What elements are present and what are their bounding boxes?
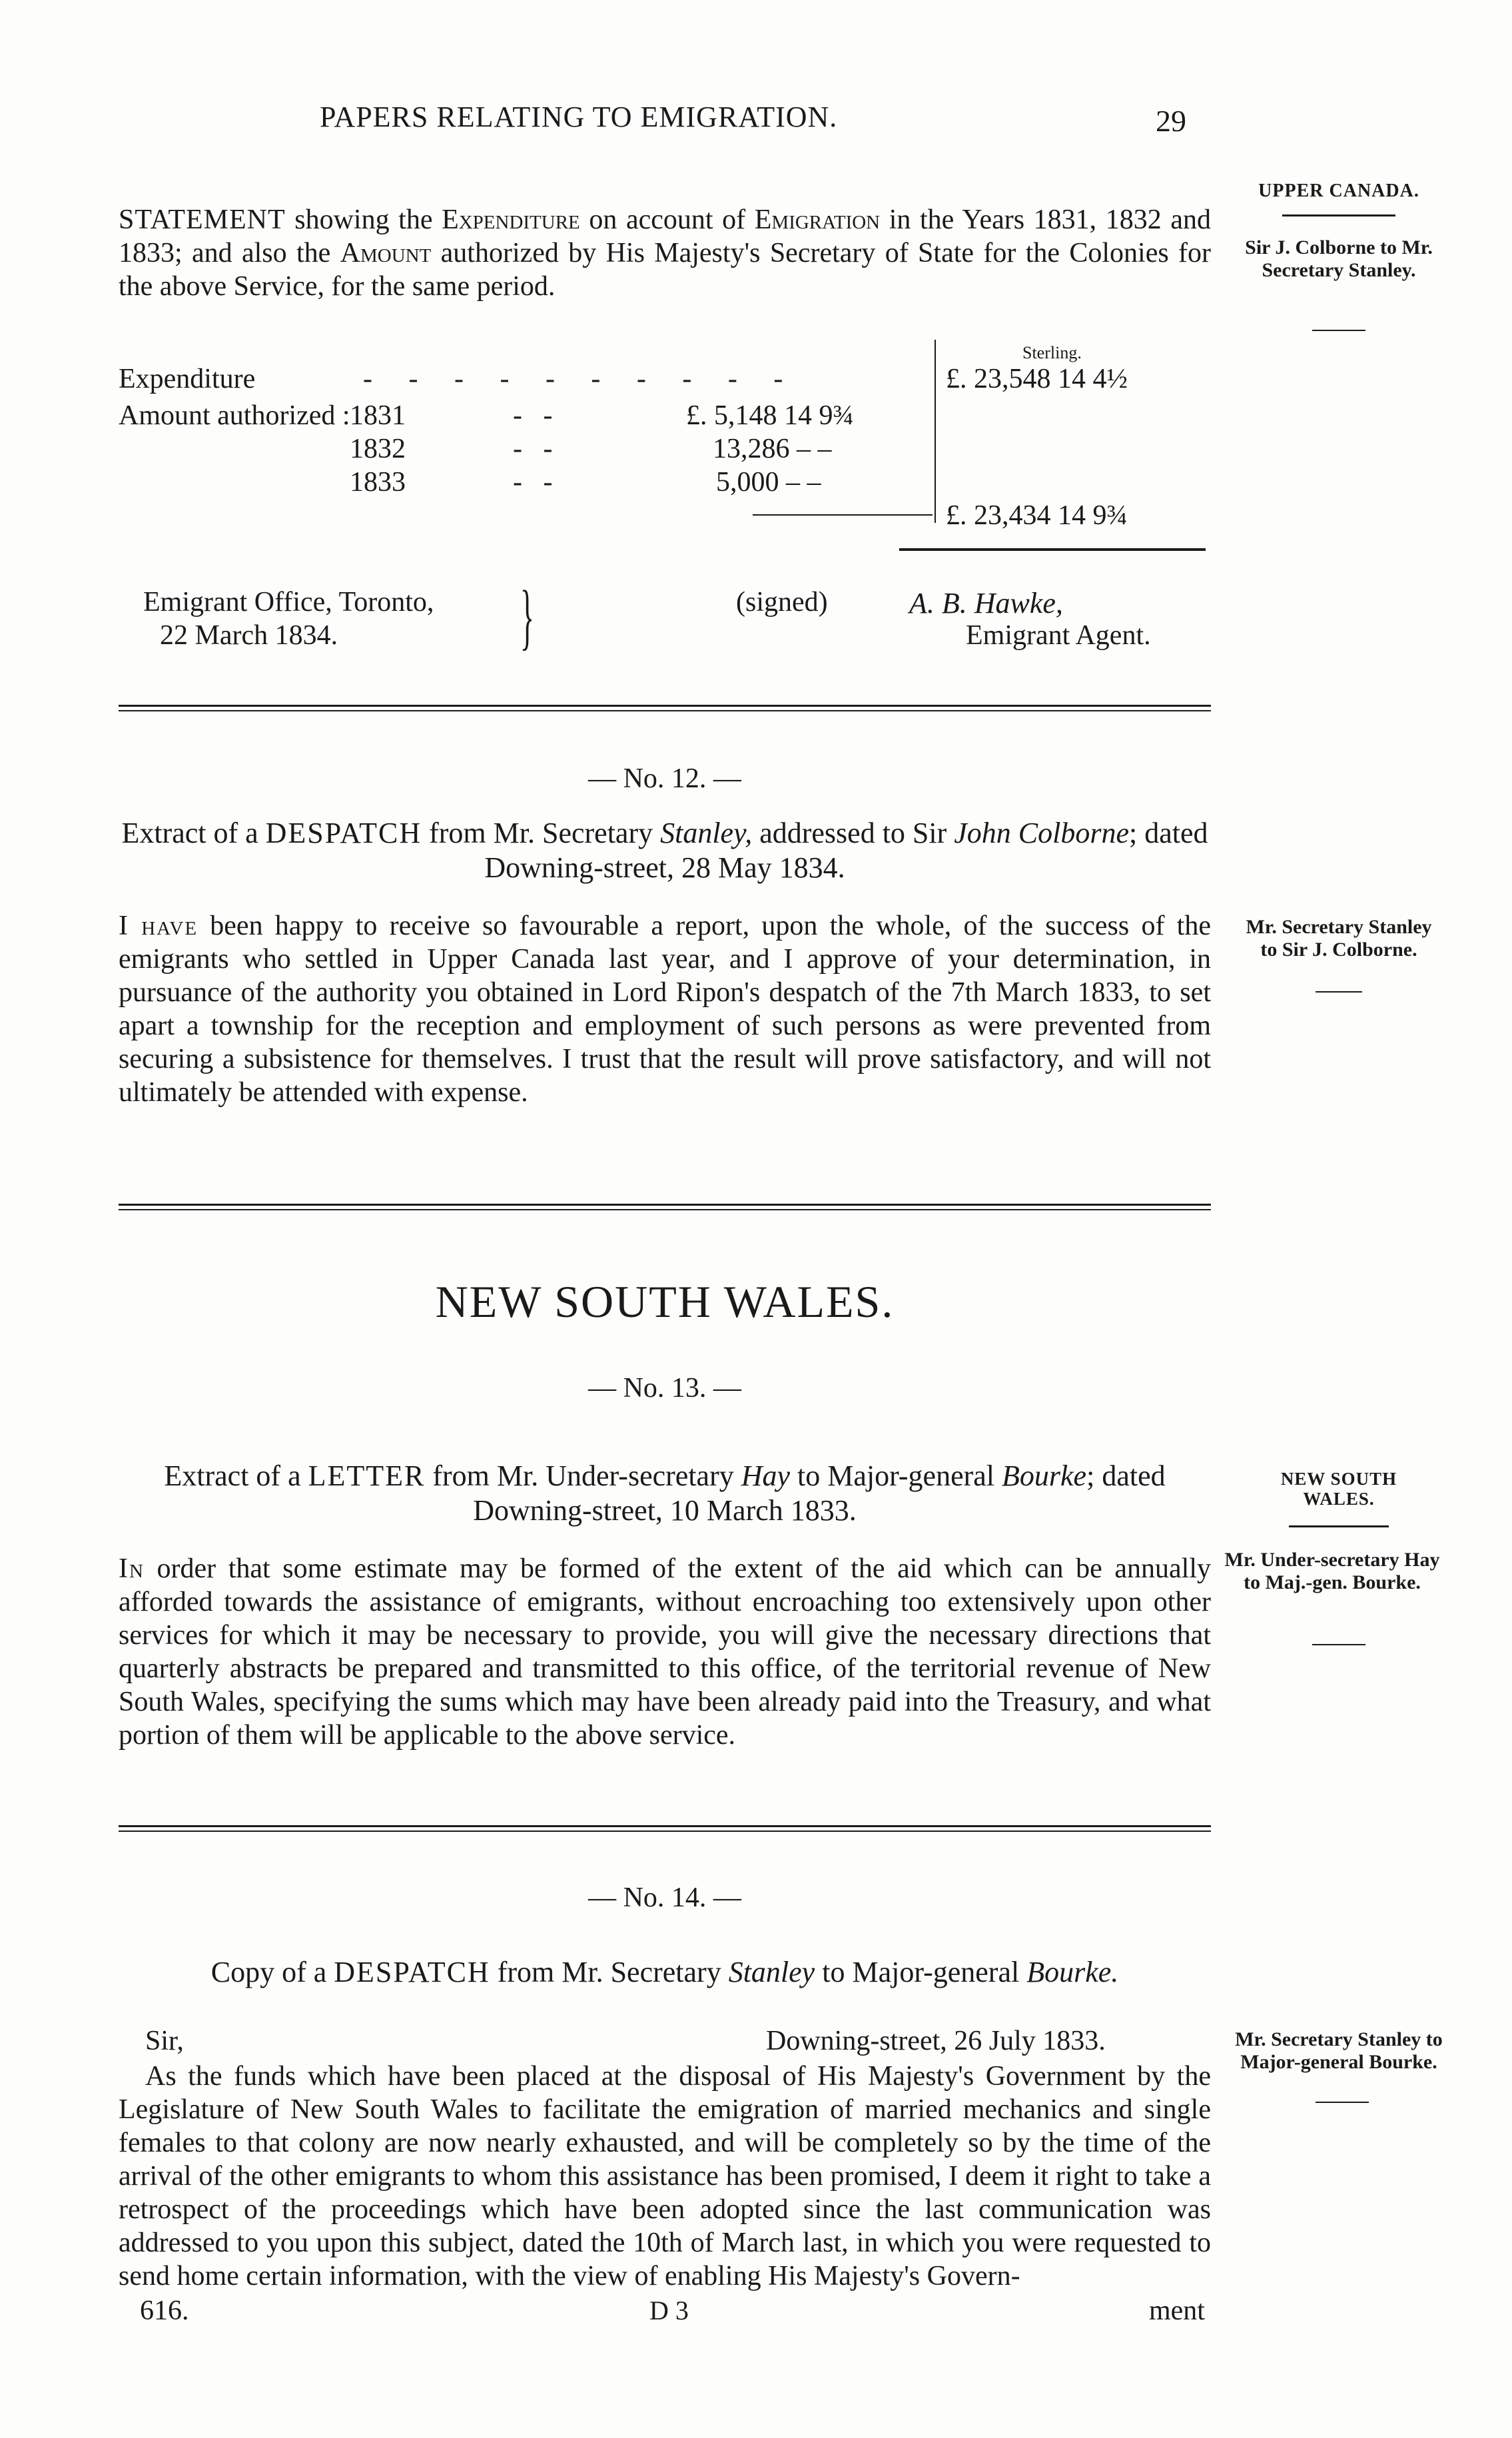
expenditure-value: £. 23,548 14 4½ xyxy=(946,364,1128,394)
no13-body xyxy=(119,1552,1211,1752)
extract-text: ; dated Downing-street, 28 May 1834. xyxy=(484,817,1208,884)
row-year: 1832 xyxy=(350,434,406,464)
margin-note-stanley-to-colborne: Mr. Secretary Stanley to Sir J. Colborne. xyxy=(1246,916,1432,961)
authorized-label: Amount authorized : xyxy=(119,400,350,431)
sterling-label: Sterling. xyxy=(1022,343,1082,362)
row-year: 1833 xyxy=(350,467,406,498)
statement-sc: Amount xyxy=(340,238,432,268)
no14-heading: — No. 14. — xyxy=(588,1882,741,1913)
margin-rule xyxy=(1316,2102,1369,2103)
margin-upper-canada: UPPER CANADA. xyxy=(1258,181,1419,201)
copy-text: to Major-general xyxy=(815,1956,1027,1988)
page-number: 29 xyxy=(1156,104,1186,138)
row-dashes: - - xyxy=(513,434,553,464)
statement-lead: STATEMENT xyxy=(119,204,286,235)
signed-label: (signed) xyxy=(736,587,828,617)
section-rule xyxy=(119,1209,1211,1210)
row-value: 5,000 – – xyxy=(716,467,821,498)
signature-date: 22 March 1834. xyxy=(160,620,338,651)
margin-note-stanley-to-bourke: Mr. Secretary Stanley to Major-general Bourke. xyxy=(1235,2028,1443,2073)
paragraph-text: As the funds which have been placed at the disposal of His Majesty's Government by the Legislature of New South Wales to facilitate the emigration of married mechanics and single females to that colony are now nearly exhausted, and will be completely so by the time of the arrival of the other emigrants to whom this assistance has been promised, I deem it right to take a retrospect of the proceedings which have been adopted since the last communication was addressed to you upon this subject, dated the 10th of March last, in which you were requested to send home certain information, with the view of enabling His Majesty's Govern- xyxy=(119,2061,1211,2291)
statement-text: in the Years 1831, 1832 and 1833; and also the xyxy=(119,204,1211,268)
extract-name: Bourke xyxy=(1002,1459,1087,1492)
signer-title: Emigrant Agent. xyxy=(966,620,1151,651)
statement-intro xyxy=(119,203,1211,303)
margin-note-colborne-to-stanley: Sir J. Colborne to Mr. Secretary Stanley. xyxy=(1245,236,1433,281)
extract-name: John Colborne xyxy=(954,817,1130,849)
section-title: NEW SOUTH WALES. xyxy=(435,1276,895,1327)
statement-text: authorized by His Majesty's Secretary of State for the Colonies for the above Service, for the same period. xyxy=(119,238,1211,302)
no13-heading: — No. 13. — xyxy=(588,1373,741,1404)
statement-sc: Emigration xyxy=(754,204,881,235)
extract-text: to Major-general xyxy=(790,1459,1002,1492)
column-divider xyxy=(935,340,936,523)
brace: } xyxy=(520,576,534,657)
statement-text: showing the xyxy=(285,204,442,235)
statement-text: on account of xyxy=(579,204,755,235)
dropcap: I xyxy=(119,911,128,941)
section-rule xyxy=(119,1204,1211,1206)
extract-name: Stanley, xyxy=(660,817,753,849)
extract-text: Extract of a xyxy=(164,1459,308,1492)
dropcap: In xyxy=(119,1553,145,1584)
section-rule xyxy=(119,1825,1211,1827)
signature-place: Emigrant Office, Toronto, xyxy=(143,587,434,617)
extract-text: from Mr. Under-secretary xyxy=(425,1459,741,1492)
margin-rule xyxy=(1312,1644,1365,1645)
paragraph-text: order that some estimate may be formed of the extent of the aid which can be annually afforded towards the assistance of emigrants, without encroaching too extensively upon other services for which it may be necessary to provide, you will give the necessary directions that quarterly abstracts be prepared and transmitted to this office, of the territorial revenue of New South Wales, specifying the sums which may have been already paid into the Treasury, and what portion of them will be applicable to the above service. xyxy=(119,1553,1211,1751)
running-title: PAPERS RELATING TO EMIGRATION. xyxy=(320,101,838,133)
smallcap: have xyxy=(128,911,198,941)
margin-nsw: NEW SOUTH WALES. xyxy=(1280,1469,1397,1509)
footer-number: 616. xyxy=(140,2295,189,2326)
total-rule xyxy=(899,548,1206,551)
row-dashes: - - xyxy=(513,467,553,498)
margin-rule xyxy=(1316,991,1362,993)
paragraph-text: been happy to receive so favourable a report, upon the whole, of the success of the emigrants who settled in Upper Canada last year, and I approve of your determination, in pursuance of the authority you obtained in Lord Ripon's despatch of the 7th March 1833, to set apart a township for the reception and employment of such persons as were prevented from securing a subsistence for themselves. I trust that the result will prove satisfactory, and will not ultimately be attended with expense. xyxy=(119,911,1211,1108)
subtotal-rule xyxy=(753,514,933,516)
margin-rule xyxy=(1282,214,1395,216)
section-rule xyxy=(119,705,1211,707)
no12-heading: — No. 12. — xyxy=(588,763,741,794)
signer-name: A. B. Hawke, xyxy=(909,587,1063,619)
no13-extract xyxy=(119,1459,1211,1528)
dateline: Downing-street, 26 July 1833. xyxy=(766,2026,1106,2056)
statement-sc: Expenditure xyxy=(442,204,580,235)
row-value: £. 5,148 14 9¾ xyxy=(686,400,854,431)
catchword: ment xyxy=(1149,2295,1205,2326)
no14-copy xyxy=(119,1955,1211,1990)
extract-text: addressed to Sir xyxy=(752,817,954,849)
section-rule xyxy=(119,1830,1211,1832)
extract-type: DESPATCH xyxy=(265,817,422,849)
copy-text: Copy of a xyxy=(210,1956,334,1988)
expenditure-dashes: - - - - - - - - - - xyxy=(363,364,798,394)
copy-text: from Mr. Secretary xyxy=(490,1956,729,1988)
margin-rule xyxy=(1312,330,1365,331)
signature-mark: D 3 xyxy=(649,2295,689,2325)
row-year: 1831 xyxy=(350,400,406,431)
extract-text: ; dated Downing-street, 10 March 1833. xyxy=(473,1459,1166,1527)
extract-name: Hay xyxy=(741,1459,791,1492)
copy-name: Stanley xyxy=(728,1956,815,1988)
extract-type: LETTER xyxy=(308,1459,426,1492)
no12-extract xyxy=(119,816,1211,885)
section-rule xyxy=(119,710,1211,711)
no14-body xyxy=(119,2060,1211,2293)
margin-rule xyxy=(1289,1525,1389,1527)
extract-text: from Mr. Secretary xyxy=(422,817,661,849)
authorized-total: £. 23,434 14 9¾ xyxy=(946,500,1128,531)
extract-text: Extract of a xyxy=(121,817,266,849)
copy-name: Bourke. xyxy=(1026,1956,1119,1988)
no12-body xyxy=(119,909,1211,1109)
row-value: 13,286 – – xyxy=(713,434,832,464)
expenditure-label: Expenditure xyxy=(119,364,256,394)
salutation: Sir, xyxy=(145,2026,184,2056)
margin-note-hay-to-bourke: Mr. Under-secretary Hay to Maj.-gen. Bourke. xyxy=(1224,1549,1440,1593)
copy-type: DESPATCH xyxy=(334,1956,490,1988)
row-dashes: - - xyxy=(513,400,553,431)
